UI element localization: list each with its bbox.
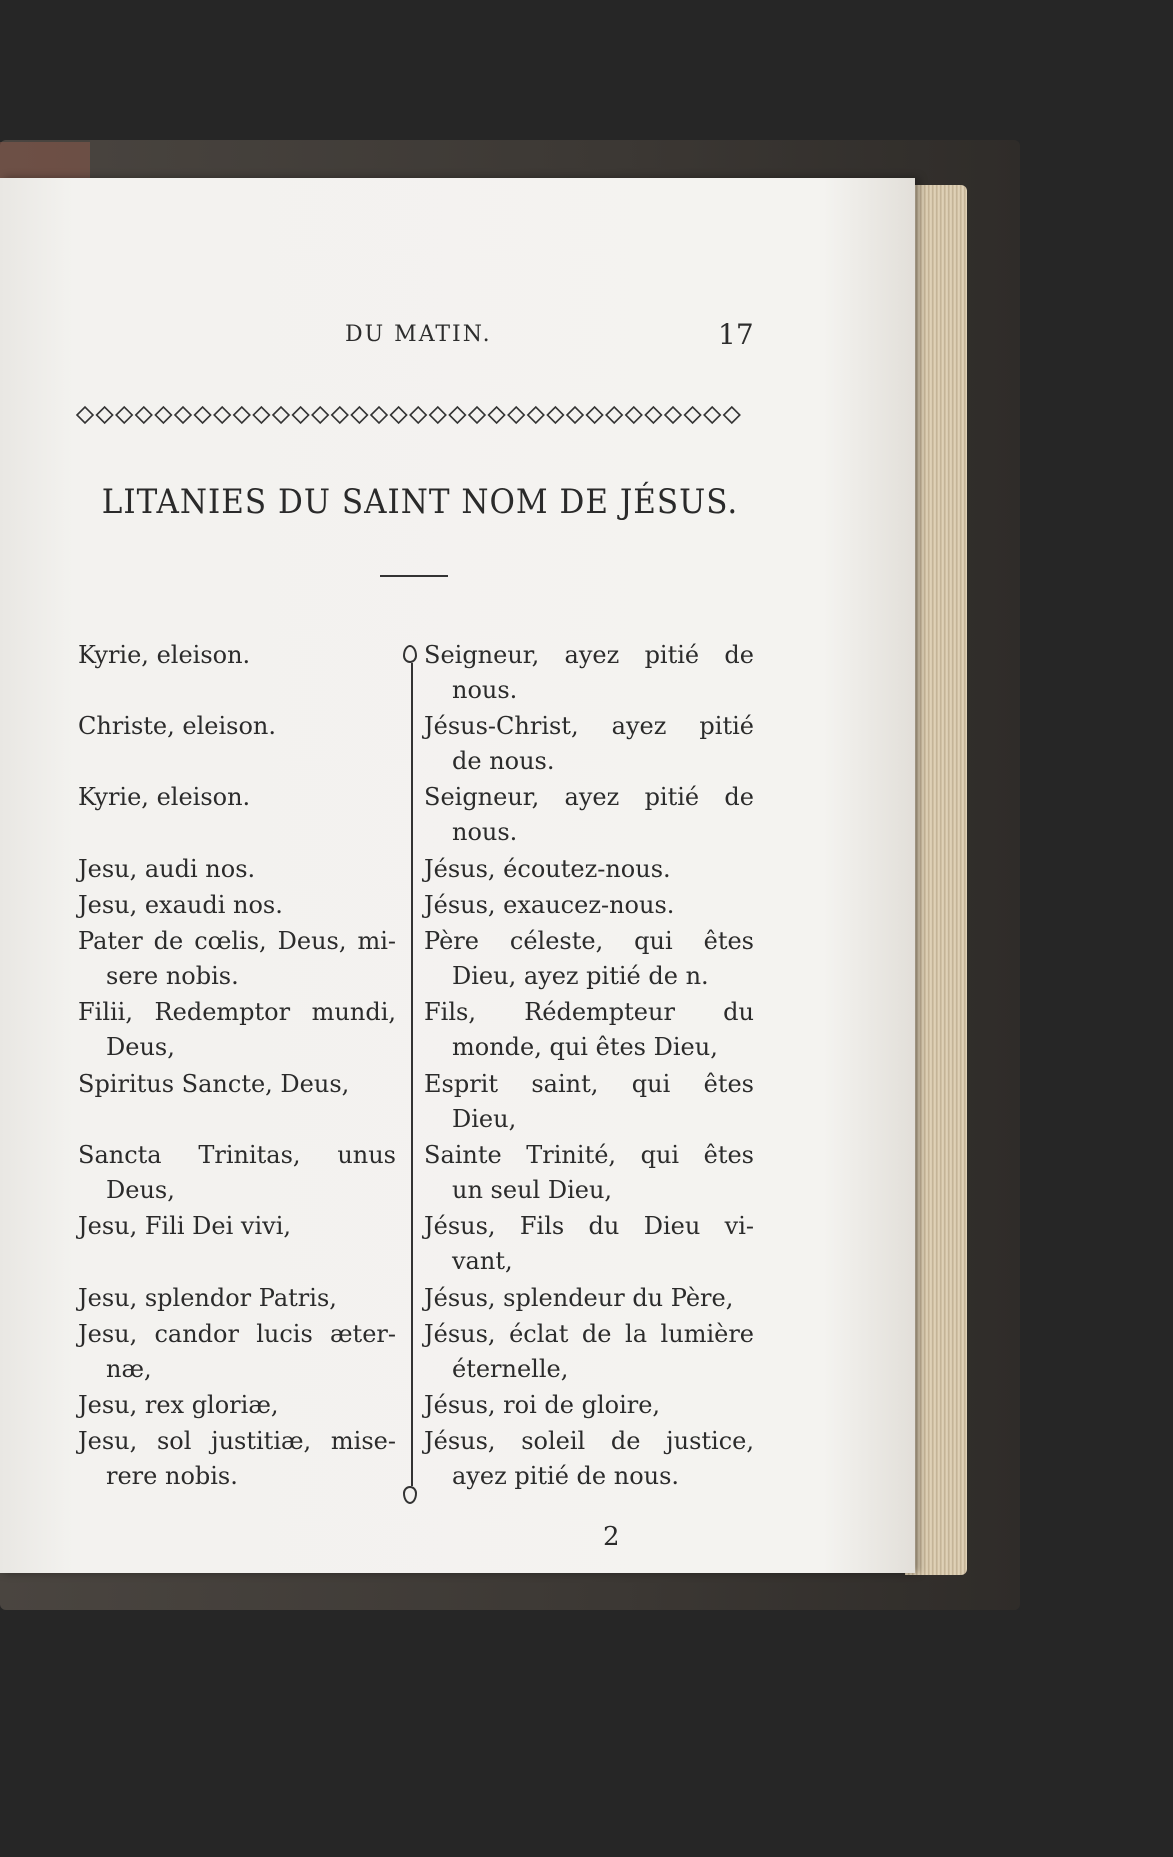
column-rule-cap-top [403, 645, 417, 663]
ornament-diamond [508, 407, 524, 423]
column-rule [411, 663, 413, 1486]
latin-line: Jesu, sol justitiæ, mise- [78, 1427, 396, 1455]
french-line: Dieu, [452, 1105, 517, 1133]
latin-line: Kyrie, eleison. [78, 641, 251, 669]
french-line: éternelle, [452, 1355, 569, 1383]
french-line: ayez pitié de nous. [452, 1462, 680, 1490]
french-line: Seigneur, ayez pitié de [424, 641, 754, 669]
ornament-diamond [175, 407, 191, 423]
ornament-diamond [253, 407, 269, 423]
ornament-diamond [214, 407, 230, 423]
latin-line: Spiritus Sancte, Deus, [78, 1070, 350, 1098]
french-entry [424, 888, 754, 923]
title-rule [380, 575, 448, 577]
latin-line: Jesu, Fili Dei vivi, [78, 1212, 292, 1240]
french-entry [424, 1209, 754, 1279]
latin-entry [78, 1138, 396, 1208]
latin-entry [78, 1424, 396, 1494]
ornament-diamond [273, 407, 289, 423]
ornament-diamond [351, 407, 367, 423]
ornament-diamond [116, 407, 132, 423]
latin-entry [78, 638, 396, 673]
french-line: Jésus, roi de gloire, [424, 1391, 661, 1419]
french-line: un seul Dieu, [452, 1176, 613, 1204]
latin-line: Deus, [106, 1033, 175, 1061]
latin-entry [78, 852, 396, 887]
latin-line: Filii, Redemptor mundi, [78, 998, 396, 1026]
french-line: Jésus, exaucez-nous. [424, 891, 675, 919]
ornament-diamond [685, 407, 701, 423]
latin-line: Jesu, rex gloriæ, [78, 1391, 279, 1419]
latin-entry [78, 780, 396, 815]
latin-entry [78, 1209, 396, 1244]
french-entry [424, 1138, 754, 1208]
ornament-diamond [155, 407, 171, 423]
french-line: Père céleste, qui êtes [424, 927, 754, 955]
latin-line: Jesu, exaudi nos. [78, 891, 283, 919]
french-line: Fils, Rédempteur du [424, 998, 754, 1026]
ornament-diamond [665, 407, 681, 423]
ornament-diamond [606, 407, 622, 423]
ornament-diamond [293, 407, 309, 423]
ornament-diamond [77, 407, 93, 423]
french-line: Jésus, splendeur du Père, [424, 1284, 734, 1312]
french-entry [424, 852, 754, 887]
french-line: nous. [452, 818, 518, 846]
ornament-diamond [587, 407, 603, 423]
latin-entry [78, 1388, 396, 1423]
french-line: Sainte Trinité, qui êtes [424, 1141, 754, 1169]
french-entry [424, 995, 754, 1065]
french-line: Jésus, écoutez-nous. [424, 855, 671, 883]
latin-entry [78, 995, 396, 1065]
french-line: monde, qui êtes Dieu, [452, 1033, 718, 1061]
french-entry [424, 709, 754, 779]
french-entry [424, 1317, 754, 1387]
latin-line: Christe, eleison. [78, 712, 276, 740]
ornamental-divider [75, 402, 755, 428]
latin-line: næ, [106, 1355, 152, 1383]
french-line: Seigneur, ayez pitié de [424, 783, 754, 811]
ornament-diamond [430, 407, 446, 423]
ornament-diamond [469, 407, 485, 423]
signature-mark: 2 [603, 1522, 620, 1552]
french-line: Jésus, Fils du Dieu vi- [424, 1212, 754, 1240]
latin-entry [78, 1317, 396, 1387]
ornament-diamond [489, 407, 505, 423]
latin-line: Jesu, splendor Patris, [78, 1284, 337, 1312]
latin-line: sere nobis. [106, 962, 239, 990]
french-entry [424, 924, 754, 994]
latin-line: Sancta Trinitas, unus [78, 1141, 396, 1169]
running-head: DU MATIN. [345, 322, 492, 347]
ornament-diamond [528, 407, 544, 423]
latin-line: Jesu, audi nos. [78, 855, 256, 883]
french-entry [424, 1424, 754, 1494]
ornament-diamond [332, 407, 348, 423]
ornament-diamond [410, 407, 426, 423]
cover-wear [0, 142, 90, 182]
latin-line: Deus, [106, 1176, 175, 1204]
french-line: Jésus-Christ, ayez pitié [424, 712, 754, 740]
latin-entry [78, 1067, 396, 1102]
ornament-diamond [626, 407, 642, 423]
latin-entry [78, 1281, 396, 1316]
ornament-diamond [97, 407, 113, 423]
ornament-diamond [704, 407, 720, 423]
ornament-diamond [567, 407, 583, 423]
latin-line: Jesu, candor lucis æter- [78, 1320, 396, 1348]
french-entry [424, 1067, 754, 1137]
ornament-diamond [547, 407, 563, 423]
french-line: Esprit saint, qui êtes [424, 1070, 754, 1098]
page-number: 17 [718, 318, 754, 351]
ornament-diamond [645, 407, 661, 423]
latin-entry [78, 924, 396, 994]
ornament-diamond [391, 407, 407, 423]
french-line: nous. [452, 676, 518, 704]
ornament-diamond [136, 407, 152, 423]
french-line: de nous. [452, 747, 555, 775]
french-entry [424, 780, 754, 850]
french-entry [424, 1388, 754, 1423]
ornament-diamond [724, 407, 740, 423]
latin-line: rere nobis. [106, 1462, 238, 1490]
ornament-diamond [312, 407, 328, 423]
french-entry [424, 638, 754, 708]
latin-entry [78, 888, 396, 923]
ornament-diamond [234, 407, 250, 423]
ornament-diamond [195, 407, 211, 423]
latin-line: Kyrie, eleison. [78, 783, 251, 811]
latin-line: Pater de cœlis, Deus, mi- [78, 927, 396, 955]
french-line: Jésus, soleil de justice, [424, 1427, 754, 1455]
french-line: Dieu, ayez pitié de n. [452, 962, 709, 990]
ornament-diamond [371, 407, 387, 423]
latin-entry [78, 709, 396, 744]
french-line: vant, [452, 1247, 513, 1275]
french-line: Jésus, éclat de la lumière [424, 1320, 754, 1348]
page-title: LITANIES DU SAINT NOM DE JÉSUS. [101, 482, 739, 522]
ornament-diamond [449, 407, 465, 423]
french-entry [424, 1281, 754, 1316]
